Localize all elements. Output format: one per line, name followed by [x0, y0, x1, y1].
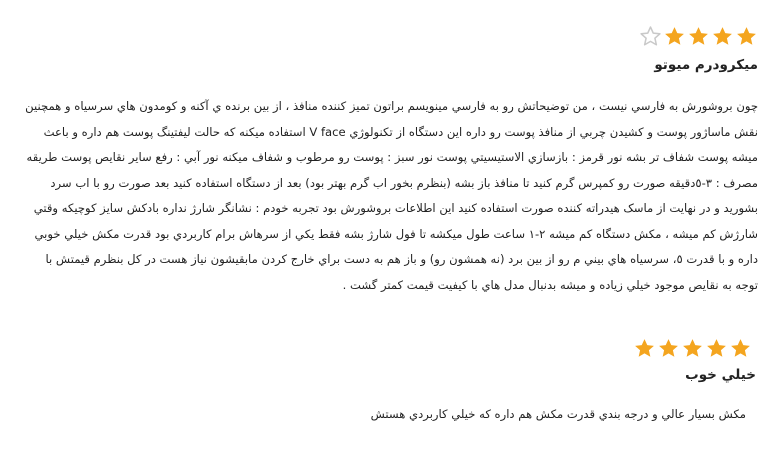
review-title: ميکرودرم ميوتو — [654, 57, 758, 73]
review-body: چون بروشورش به فارسي نيست ، من توضيحاتش رو به فارسي مينويسم براتون تميز کننده منافذ ، از بين برنده ي آکنه و کومدون هاي سرسياه و همچنين نقش ماساژور پوست و کشيدن چربي از منافذ پوست رو داره اين دستگاه از تکنولوژي V face استفاده ميکنه که حالت ليفتينگ پوست هم داره و باعث ميشه پوست شفاف تر بشه نور قرمز : بازسازي الاستيسيتي پوست نور سبز : پوست رو مرطوب و شفاف ميکنه نور آبي : رفع ساير نقايص پوست طريقه مصرف : ٣-٥دقيقه صورت رو کمپرس گرم کنيد تا منافذ باز بشه (بنظرم بخور اب گرم بهتر بود) بعد از دستگاه استفاده کنيد بعد صورت رو با اب سرد بشوريد و در نهايت از ماسک هيدراته کننده صورت استفاده کنيد اين اطلاعات بروشورش بود تجربه خودم : نشانگر شارژ نداره بادکش سايز کوچيکه وقتي شارژش کم ميشه ، مکش دستگاه کم ميشه ٢-١ ساعت طول ميکشه تا فول شارژ بشه فقط يکي از سرهاش برام کاربردي بود قدرت مکش خيلي خوبي داره و با قدرت ٥، سرسياه هاي بيني م رو از بين برد (نه همشون رو) و باز هم به دست براي خارج کردن مابقيشون نياز هست در کل بنظرم قيمتش با توجه به نقايص موجود خيلي زياده و ميشه بدنبال مدل هاي با کيفيت قيمت کمتر گشت . — [25, 99, 758, 292]
review-body: مکش بسيار عالي و درجه بندي قدرت مکش هم داره که خيلي کاربردي هستش — [370, 407, 746, 421]
star-filled-icon — [729, 337, 752, 360]
star-filled-icon — [687, 25, 710, 48]
star-rating — [20, 334, 752, 362]
star-empty-icon — [639, 25, 662, 48]
star-filled-icon — [711, 25, 734, 48]
review-card — [20, 334, 758, 428]
star-filled-icon — [657, 337, 680, 360]
star-filled-icon — [705, 337, 728, 360]
star-filled-icon — [681, 337, 704, 360]
review-title: خيلي خوب — [685, 367, 756, 383]
star-filled-icon — [735, 25, 758, 48]
star-filled-icon — [633, 337, 656, 360]
review-card — [20, 22, 758, 298]
star-filled-icon — [663, 25, 686, 48]
star-rating — [20, 22, 758, 50]
